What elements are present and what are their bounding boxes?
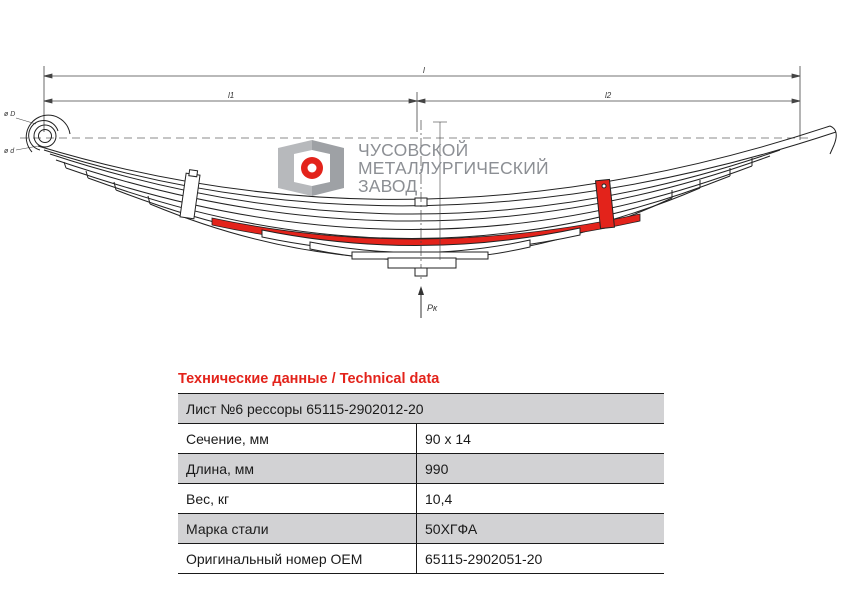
table-header-cell: Лист №6 рессоры 65115-2902012-20 [178, 394, 664, 424]
eye-inner-label: ø d [4, 148, 15, 155]
technical-data-table [178, 393, 664, 574]
logo-wordmark [358, 141, 549, 195]
logo-line-1: ЧУСОВСКОЙ [358, 140, 469, 160]
spring-eye [26, 115, 70, 152]
row-value: 990 [417, 454, 665, 484]
row-value: 50ХГФА [417, 514, 665, 544]
table-row [178, 454, 664, 484]
row-value: 65115-2902051-20 [417, 544, 665, 574]
row-value: 10,4 [417, 484, 665, 514]
logo-line-3: ЗАВОД [358, 176, 418, 196]
row-label: Вес, кг [178, 484, 417, 514]
dim-right-label: l2 [605, 91, 612, 100]
force-label: Рк [427, 303, 438, 313]
table-row [178, 484, 664, 514]
dim-left-label: l1 [228, 91, 235, 100]
table-row [178, 514, 664, 544]
table-row [178, 544, 664, 574]
company-logo [276, 138, 576, 200]
table-row [178, 424, 664, 454]
technical-data-title: Технические данные / Technical data [178, 371, 440, 387]
row-label: Оригинальный номер OEM [178, 544, 417, 574]
table-header-row [178, 394, 664, 424]
dim-overall-label: l [423, 66, 425, 75]
row-label: Марка стали [178, 514, 417, 544]
force-arrow [418, 286, 424, 318]
logo-mark-icon [276, 138, 346, 198]
dimension-lines [44, 66, 800, 140]
eye-outer-label: ø D [4, 111, 16, 118]
row-label: Сечение, мм [178, 424, 417, 454]
right-clamp [596, 179, 615, 228]
row-label: Длина, мм [178, 454, 417, 484]
logo-line-2: МЕТАЛЛУРГИЧЕСКИЙ [358, 158, 549, 178]
row-value: 90 x 14 [417, 424, 665, 454]
